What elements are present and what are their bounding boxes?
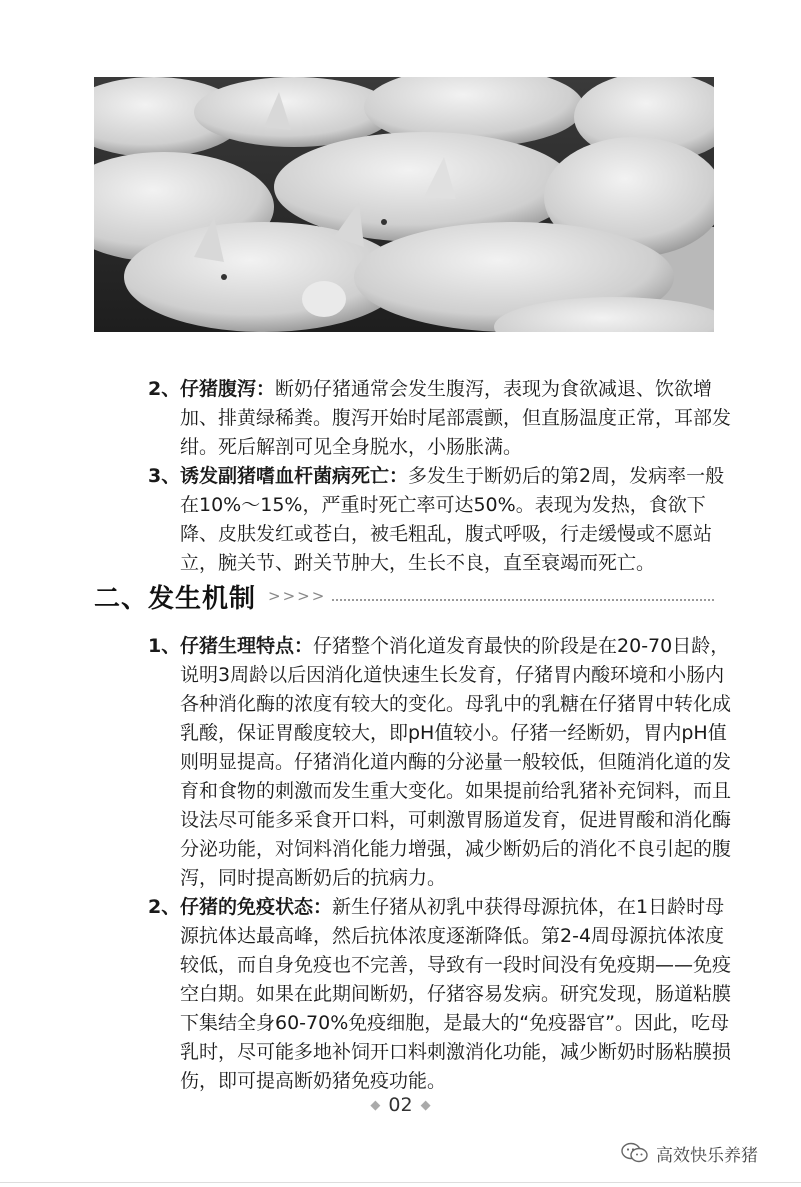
item-heading: 诱发副猪嗜血杆菌病死亡： [180, 465, 409, 487]
page-number [0, 1094, 801, 1116]
dotted-divider [332, 599, 714, 601]
item-text: 仔猪整个消化道发育最快的阶段是在20-70日龄，说明3周龄以后因消化道快速生长发育，仔猪胃内酸环境和小肠内各种消化酶的浓度有较大的变化。母乳中的乳糖在仔猪胃中转化成乳酸，保证胃酸度较大，即pH值较小。仔猪一经断奶，胃内pH值则明显提高。仔猪消化道内酶的分泌量一般较低，但随消化道的发育和食物的刺激而发生重大变化。如果提前给乳猪补充饲料，而且设法尽可能多采食开口料，可刺激胃肠道发育，促进胃酸和消化酶分泌功能，对饲料消化能力增强，减少断奶后的消化不良引起的腹泻，同时提高断奶后的抗病力。 [180, 635, 732, 889]
section-arrows: >>>> [268, 587, 327, 605]
list-item [148, 632, 738, 893]
item-number: 1、 [148, 635, 181, 657]
section-heading [94, 578, 714, 614]
item-number: 2、 [148, 896, 181, 918]
item-text: 断奶仔猪通常会发生腹泻，表现为食欲减退、饮欲增加、排黄绿稀粪。腹泻开始时尾部震颤，但直肠温度正常，耳部发绀。死后解剖可见全身脱水，小肠胀满。 [180, 378, 732, 458]
diamond-icon: ◆ [420, 1098, 431, 1113]
list-item [148, 893, 738, 1096]
item-text: 新生仔猪从初乳中获得母源抗体，在1日龄时母源抗体达最高峰，然后抗体浓度逐渐降低。第2-4周母源抗体浓度较低，而自身免疫也不完善，导致有一段时间没有免疫期——免疫空白期。如果在此期间断奶，仔猪容易发病。研究发现，肠道粘膜下集结全身60-70%免疫细胞，是最大的“免疫器官”。因此，吃母乳时，尽可能多地补饲开口料刺激消化功能，减少断奶时肠粘膜损伤，即可提高断奶猪免疫功能。 [180, 896, 732, 1092]
watermark [620, 1140, 790, 1166]
symptoms-list [148, 375, 738, 578]
item-heading: 仔猪的免疫状态： [180, 896, 333, 918]
list-item [148, 375, 738, 462]
list-item [148, 462, 738, 578]
watermark-text: 高效快乐养猪 [656, 1145, 758, 1166]
item-heading: 仔猪生理特点： [180, 635, 314, 657]
item-text: 多发生于断奶后的第2周，发病率一般在10%～15%，严重时死亡率可达50%。表现为发热，食欲下降、皮肤发红或苍白，被毛粗乱，腹式呼吸，行走缓慢或不愿站立，腕关节、跗关节肿大，生长不良，直至衰竭而死亡。 [180, 465, 725, 574]
item-number: 2、 [148, 378, 181, 400]
page-number-text: 02 [388, 1094, 413, 1116]
mechanisms-list [148, 632, 738, 1096]
item-number: 3、 [148, 465, 181, 487]
item-heading: 仔猪腹泻： [180, 378, 276, 400]
pigs-photo [94, 77, 714, 332]
bottom-divider [0, 1182, 801, 1183]
diamond-icon: ◆ [370, 1098, 381, 1113]
section-title: 二、发生机制 [94, 583, 257, 614]
wechat-icon [620, 1141, 650, 1165]
